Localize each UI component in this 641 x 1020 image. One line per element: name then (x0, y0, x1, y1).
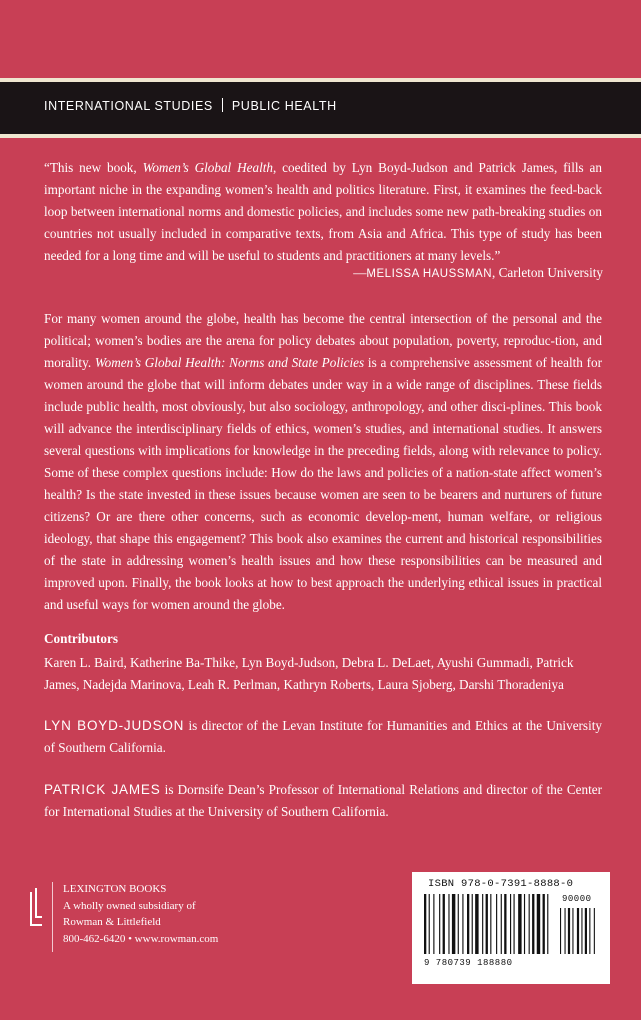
barcode-bar (433, 894, 434, 954)
barcode-bar (524, 894, 525, 954)
publisher-info (63, 881, 218, 947)
barcode-addon-bar (565, 908, 566, 954)
publisher-name: LEXINGTON BOOKS (63, 883, 167, 895)
barcode-addon-bar (577, 908, 579, 954)
barcode-bar (439, 894, 440, 954)
barcode-bar (452, 894, 455, 954)
barcode-bar (518, 894, 521, 954)
barcode-bar (486, 894, 488, 954)
quote-book-title: Women’s Global Health (142, 160, 273, 175)
barcode-bar (532, 894, 534, 954)
barcode-bar (547, 894, 548, 954)
isbn-text: ISBN 978-0-7391-8888-0 (428, 878, 574, 890)
barcode-addon-bar (560, 908, 561, 954)
quote-dash: — (353, 265, 367, 280)
barcode-bar (448, 894, 449, 954)
series-label (44, 98, 337, 113)
barcode-bar (543, 894, 545, 954)
barcode-bar (458, 894, 459, 954)
description-post: is a comprehensive assessment of health for women around the globe that will inform debates under way in a wide range of disciplines. These fields include public health, most obviously, but also sociology, anthropology, and other disci-plines. This book will advance the interdisciplinary fields of ethics, women’s studies, and international studies. It answers several questions with implications for knowledge in the preceding fields, along with relevance to policy. Some of these complex questions include: How do the laws and policies of a nation-state affect women’s health? Is the state invested in these issues because women are seen to be bearers and nurturers of future citizens? Or are there other concerns, such as economic develop-ment, human welfare, or religious ideology, that shape this engagement? This book also examines the current and historical responsibilities of the state in addressing women’s health issues and how these responsibilities can be measured and improved upon. Finally, the book looks at how to best approach the underlying ethical issues in practical and useful ways for women around the globe. (44, 355, 602, 612)
barcode-addon-bar (585, 908, 587, 954)
barcode-bar (475, 894, 478, 954)
endorsement-quote (44, 157, 602, 267)
barcode-bar (490, 894, 491, 954)
barcode-bar (443, 894, 445, 954)
barcode-bar (462, 894, 463, 954)
barcode-addon-bar (572, 908, 573, 954)
quote-affiliation: , Carleton University (492, 265, 603, 280)
barcode-digits: 9 780739 188880 (424, 958, 513, 968)
contributors-heading: Contributors (44, 631, 118, 646)
bio-text-2: is Dornsife Dean’s Professor of International Relations and director of the Center for International Studies at the University of Southern California. (44, 782, 602, 819)
description-book-title: Women’s Global Health: Norms and State Policies (94, 355, 365, 370)
series-right: PUBLIC HEALTH (231, 99, 337, 113)
publisher-divider (52, 882, 53, 952)
barcode-addon-bar (581, 908, 582, 954)
barcode-bar (496, 894, 497, 954)
barcode-bar (504, 894, 506, 954)
contributors-list: Karen L. Baird, Katherine Ba-Thike, Lyn Boyd-Judson, Debra L. DeLaet, Ayushi Gummadi, Patrick James, Nadejda Marinova, Leah R. Perlman, Kathryn Roberts, Laura Sjoberg, Darshi Thoradeniya (44, 655, 574, 692)
barcode-addon-bar (594, 908, 595, 954)
series-band (0, 78, 641, 138)
series-divider (222, 98, 223, 112)
barcode-bar (510, 894, 511, 954)
publisher-contact: 800-462-6420 • www.rowman.com (63, 932, 219, 945)
publisher-line3: Rowman & Littlefield (63, 916, 161, 928)
barcode-bar (472, 894, 473, 954)
barcode-bar (529, 894, 530, 954)
quote-text-pre: “This new book, (44, 160, 143, 175)
barcode-bar (424, 894, 426, 954)
series-left: INTERNATIONAL STUDIES (44, 99, 213, 113)
barcode-bar (429, 894, 430, 954)
book-description (44, 308, 602, 616)
bio-text-1: is director of the Levan Institute for Humanities and Ethics at the University of Southern California. (44, 718, 602, 755)
barcode-bar (514, 894, 515, 954)
description-pre: For many women around the globe, health has become the central intersection of the personal and the political; women’s bodies are the arena for policy debates about population, poverty, reproduc-tion, and morality. (44, 311, 602, 370)
barcode-bar (501, 894, 502, 954)
bio-name-2: PATRICK JAMES (44, 782, 161, 797)
lexington-logo-icon (30, 888, 42, 926)
barcode-addon-bar (589, 908, 590, 954)
barcode-bar (537, 894, 540, 954)
barcode-addon-bar (568, 908, 570, 954)
publisher-line2: A wholly owned subsidiary of (63, 899, 196, 912)
author-bio-1 (44, 715, 602, 759)
bio-name-1: LYN BOYD-JUDSON (44, 718, 185, 733)
isbn-barcode (412, 872, 610, 984)
barcode-bar (467, 894, 469, 954)
author-bio-2 (44, 779, 602, 823)
quote-attribution (353, 265, 603, 281)
barcode-bar (482, 894, 483, 954)
quote-author: MELISSA HAUSSMAN (366, 268, 493, 280)
quote-text-post: , coedited by Lyn Boyd-Judson and Patrick James, fills an important niche in the expanding women’s health and politics literature. First, it examines the feed-back loop between international norms and domestic policies, and includes some new path-breaking studies on countries not usually included in comparative texts, from Asia and Africa. This type of study has been needed for a long time and will be useful to students and practitioners at many levels.” (44, 160, 602, 263)
barcode-addon: 90000 (562, 894, 592, 904)
